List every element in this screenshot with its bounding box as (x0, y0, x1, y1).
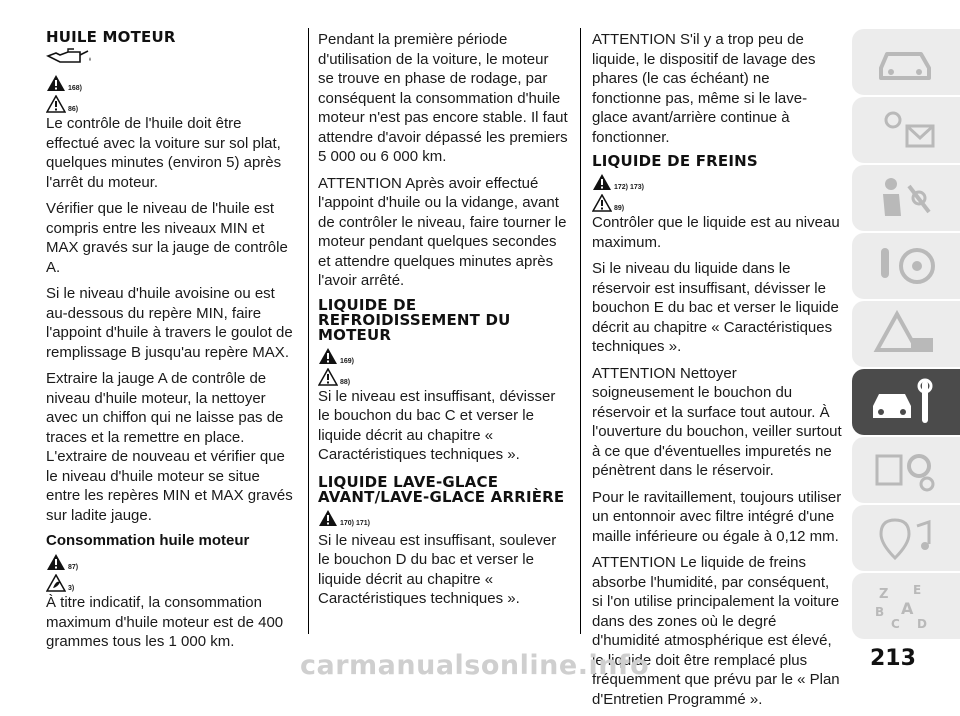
paragraph: ATTENTION Après avoir effectué l'appoint d'huile ou la vidange, avant de contrôler le niveau, faire tourner le moteur pendant quelques secondes et attendre quelques minutes après l'avoir arrêté. (318, 174, 567, 289)
heading-engine-oil: HUILE MOTEUR (46, 28, 176, 46)
warning-ref (46, 72, 298, 92)
warning-lights-icon (867, 104, 945, 156)
paragraph: Si le niveau est insuffisant, soulever le bouchon D du bac et verser le liquide décrit au chapitre « Caractéristiques techniques ». (318, 531, 557, 607)
environment-ref-number: 3) (68, 585, 75, 592)
tab-index[interactable] (852, 573, 960, 639)
warning-ref (46, 551, 298, 571)
svg-text:B: B (875, 605, 885, 619)
paragraph: Le contrôle de l'huile doit être effectué avec la voiture sur sol plat, quelques minutes (environ 5) après l'arrêt du moteur. (46, 115, 282, 191)
paragraph: ATTENTION Le liquide de freins absorbe l'humidité, par conséquent, si l'on utilise principalement la voiture dans des zones où le degré d'humidité atmosphérique est élevé, le liquide doit être remplacé plus fréquemment que prévu par le « Plan d'Entretien Programmé ». (592, 554, 840, 708)
caution-ref-number: 88) (340, 378, 351, 386)
settings-icon (867, 444, 945, 496)
warning-ref-number: 170) 171) (340, 519, 370, 527)
tab-safety-lights[interactable] (852, 97, 960, 163)
car-wrench-icon (867, 376, 945, 428)
svg-text:D: D (917, 617, 927, 631)
warning-ref-number: 87) (68, 564, 79, 571)
caution-ref-number: 89) (614, 205, 625, 212)
warning-ref-number: 169) (340, 357, 355, 365)
paragraph: Extraire la jauge A de contrôle de niveau d'huile moteur, la nettoyer avec un chiffon qui ne laisse pas de traces et la remettre en place. L'extraire de nouveau et vérifier que le niveau d'huile moteur se situe entre les repères MIN et MAX gravés sur ladite jauge. (46, 370, 293, 524)
environment-leaf-icon (46, 574, 66, 592)
tab-dashboard[interactable] (852, 29, 960, 95)
oil-can-icon (46, 47, 298, 70)
column-3 (592, 30, 842, 716)
tab-safety[interactable] (852, 165, 960, 231)
caution-triangle-icon (592, 194, 612, 212)
paragraph: Si le niveau du liquide dans le réservoir est insuffisant, dévisser le bouchon E du bac et verser le liquide décrit au chapitre « Caractéristiques techniques ». (592, 260, 839, 355)
car-icon (867, 36, 945, 88)
caution-ref-number: 86) (68, 106, 79, 113)
tab-emergency[interactable] (852, 301, 960, 367)
warning-triangle-icon (46, 553, 66, 571)
hazard-triangle-car-icon (867, 308, 945, 360)
column-divider-2 (580, 28, 581, 634)
warning-triangle-icon (318, 509, 338, 527)
warning-triangle-icon (592, 173, 612, 191)
warning-ref (592, 171, 842, 191)
paragraph: Vérifier que le niveau de l'huile est compris entre les niveaux MIN et MAX gravés sur la jauge de contrôle A. (46, 200, 288, 276)
caution-ref (46, 93, 298, 113)
environment-ref (46, 572, 298, 592)
paragraph: ATTENTION Nettoyer soigneusement le bouchon du réservoir et la surface tout autour. À l'ouverture du bouchon, veiller surtout à ce que d'éventuelles impuretés ne pénètrent dans le réservoir. (592, 364, 842, 479)
caution-triangle-icon (318, 368, 338, 386)
svg-text:A: A (901, 599, 914, 618)
airbag-person-icon (867, 172, 945, 224)
caution-ref (318, 366, 568, 386)
music-nav-icon (867, 512, 945, 564)
svg-text:C: C (891, 617, 900, 631)
paragraph: ATTENTION S'il y a trop peu de liquide, le dispositif de lavage des phares (le cas échéant) ne fonctionne pas, même si le lave-glace avant/arrière continue à fonctionner. (592, 31, 816, 146)
warning-ref (318, 345, 568, 365)
warning-ref (318, 507, 568, 527)
tab-technical-data[interactable] (852, 437, 960, 503)
caution-ref (592, 192, 842, 212)
paragraph: Pendant la première période d'utilisation de la voiture, le moteur se trouve en phase de rodage, par conséquent la consommation d'huile moteur n'est pas encore stable. Il faut attendre d'avoir dépassé les premiers 5 000 ou 6 000 km. (318, 31, 568, 165)
svg-text:Z: Z (879, 587, 889, 602)
caution-triangle-icon (46, 95, 66, 113)
heading-brake-fluid: LIQUIDE DE FREINS (592, 152, 758, 170)
paragraph: Pour le ravitaillement, toujours utiliser un entonnoir avec filtre intégré d'une maille inférieure ou égale à 0,12 mm. (592, 488, 842, 545)
tab-multimedia[interactable] (852, 505, 960, 571)
alphabet-index-icon (867, 580, 945, 632)
watermark: carmanualsonline.info (300, 650, 650, 681)
subheading-oil-consumption: Consommation huile moteur (46, 532, 250, 549)
warning-triangle-icon (318, 347, 338, 365)
paragraph: Contrôler que le liquide est au niveau maximum. (592, 214, 840, 251)
column-divider-1 (308, 28, 309, 634)
paragraph: Si le niveau est insuffisant, dévisser le bouchon du bac C et verser le liquide décrit au chapitre « Caractéristiques techniques ». (318, 387, 556, 463)
page-number: 213 (870, 646, 916, 671)
warning-triangle-icon (46, 74, 66, 92)
column-1 (46, 30, 298, 659)
key-steering-wheel-icon (867, 240, 945, 292)
svg-text:E: E (913, 583, 922, 597)
tab-starting-driving[interactable] (852, 233, 960, 299)
heading-coolant: LIQUIDE DE REFROIDISSEMENT DU MOTEUR (318, 295, 511, 344)
warning-ref-number: 168) (68, 85, 83, 92)
tab-maintenance[interactable] (852, 369, 960, 435)
heading-washer-fluid: LIQUIDE LAVE-GLACE AVANT/LAVE-GLACE ARRIÈRE (318, 472, 565, 506)
paragraph: Si le niveau d'huile avoisine ou est au-dessous du repère MIN, faire l'appoint d'huile à travers le goulot de remplissage B jusqu'au repère MAX. (46, 285, 293, 361)
paragraph: À titre indicatif, la consommation maximum d'huile moteur est de 400 grammes tous les 1 000 km. (46, 594, 284, 650)
chapter-tabs (852, 29, 960, 641)
column-2 (318, 30, 568, 616)
warning-ref-number: 172) 173) (614, 184, 644, 191)
